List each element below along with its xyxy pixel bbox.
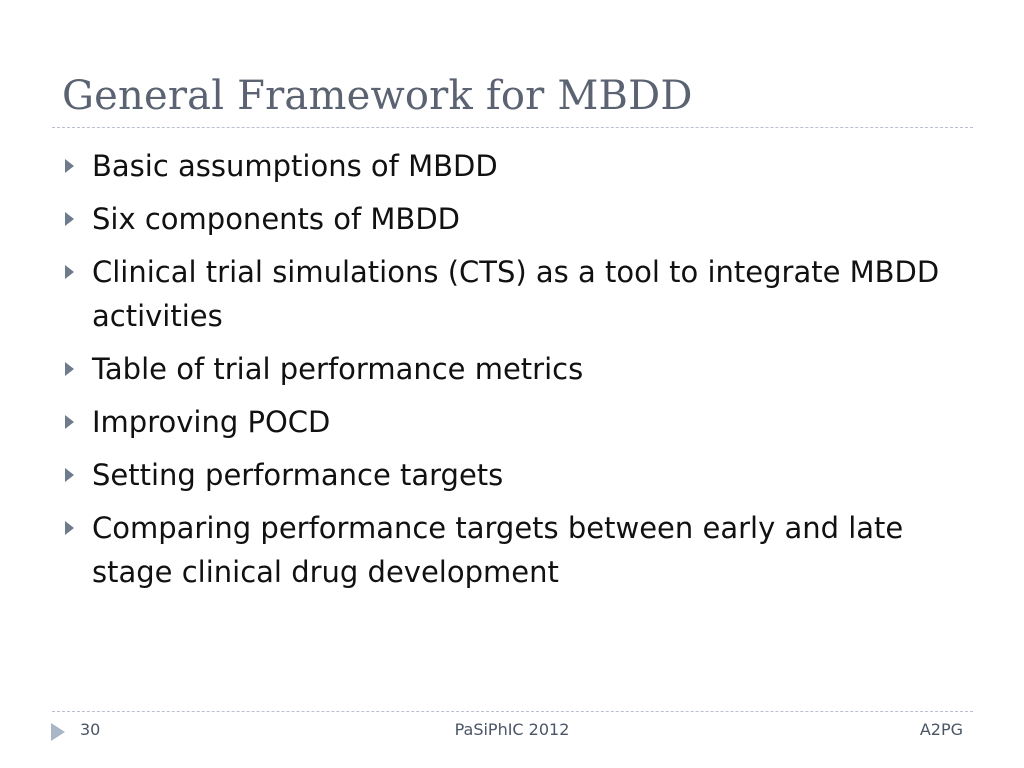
footer-divider: [52, 711, 973, 712]
bullet-text: Six components of MBDD: [92, 202, 460, 236]
bullet-item: [62, 197, 962, 241]
bullet-text: Comparing performance targets between early and late stage clinical drug development: [92, 511, 904, 589]
bullet-item: [62, 400, 962, 444]
bullet-text: Table of trial performance metrics: [92, 352, 584, 386]
bullet-item: [62, 250, 962, 338]
footer-center-text: PaSiPhIC 2012: [454, 720, 570, 739]
triangle-right-icon: [65, 415, 74, 429]
bullet-item: [62, 453, 962, 497]
bullet-item: [62, 347, 962, 391]
page-number: 30: [80, 720, 101, 739]
bullet-item: [62, 506, 962, 594]
triangle-right-icon: [65, 468, 74, 482]
bullet-text: Clinical trial simulations (CTS) as a tool to integrate MBDD activities: [92, 255, 940, 333]
title-divider: [52, 127, 973, 128]
bullet-list: [62, 144, 962, 603]
bullet-item: [62, 144, 962, 188]
bullet-text: Improving POCD: [92, 405, 331, 439]
triangle-right-icon: [65, 362, 74, 376]
slide-title: General Framework for MBDD: [62, 73, 693, 119]
triangle-right-icon: [65, 265, 74, 279]
triangle-right-icon: [65, 159, 74, 173]
triangle-right-icon: [65, 521, 74, 535]
triangle-right-icon: [65, 212, 74, 226]
bullet-text: Setting performance targets: [92, 458, 504, 492]
footer-right-text: A2PG: [919, 720, 963, 739]
bullet-text: Basic assumptions of MBDD: [92, 149, 498, 183]
